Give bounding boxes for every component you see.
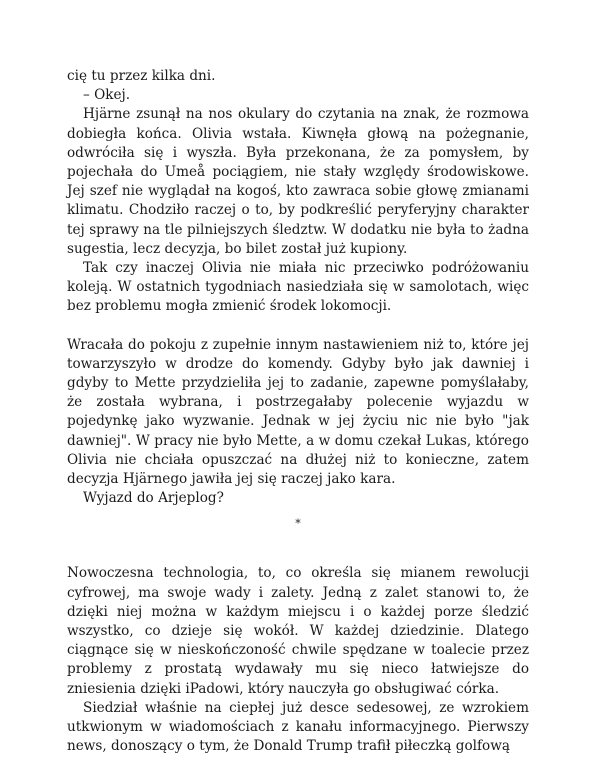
paragraph: Tak czy inaczej Olivia nie miała nic przeciwko podróżowaniu koleją. W ostatnich tygodniach nasiedziała się w samolotach, więc bez problemu mogła zmienić środek lokomocji. [67, 260, 529, 315]
paragraph-continuation: cię tu przez kilka dni. [67, 68, 216, 84]
section-separator: * [295, 517, 301, 531]
section-gap [67, 534, 529, 564]
paragraph: Wracała do pokoju z zupełnie innym nastawieniem niż to, które jej towarzyszyło w drodze do komendy. Gdyby było jak dawniej i gdyby to Mette przydzieliła jej to zadanie, zapewne pomyślałaby, że została wybrana, i postrzegałaby polecenie wyjazdu w pojedynkę jako wyzwanie. Jednak w jej życiu nic nie było "jak dawniej". W pracy nie było Mette, a w domu czekał Lukas, którego Olivia nie chciała opuszczać na dłużej niż to konieczne, zatem decyzja Hjärnego jawiła jej się raczej jako kara. [67, 336, 529, 488]
dialogue-line: – Okej. [83, 87, 131, 104]
paragraph: Nowoczesna technologia, to, co określa się mianem rewolucji cyfrowej, ma swoje wady i zalety. Jedną z zalet stanowi to, że dzięki niej można w każdym miejscu i o każdej porze śledzić wszystko, co dzieje się wokół. W każdej dziedzinie. Dlatego ciągnące się w nieskończoność chwile spędzane w toalecie przez problemy z prostatą wydawały mu się nieco łatwiejsze do zniesienia dzięki iPadowi, który nauczyła go obsługiwać córka. [67, 565, 529, 697]
book-page [67, 67, 529, 757]
paragraph: Hjärne zsunął na nos okulary do czytania na znak, że rozmowa dobiegła końca. Olivia wstała. Kiwnęła głową na pożegnanie, odwróciła się i wyszła. Była przekonana, że za pomysłem, by pojechała do Umeå pociągiem, nie stały względy środowiskowe. Jej szef nie wyglądał na kogoś, kto zawraca sobie głowę zmianami klimatu. Chodziło raczej o to, by podkreślić peryferyjny charakter tej sprawy na tle pilniejszych śledztw. W dodatku nie była to żadna sugestia, lecz decyzja, bo bilet został już kupiony. [67, 106, 529, 257]
paragraph-gap [67, 317, 529, 336]
paragraph: Wyjazd do Arjeplog? [83, 490, 224, 507]
paragraph: Siedział właśnie na ciepłej już desce sedesowej, ze wzrokiem utkwionym w wiadomościach z kanału informacyjnego. Pierwszy news, donoszący o tym, że Donald Trump trafił piłeczką golfową [67, 699, 529, 755]
